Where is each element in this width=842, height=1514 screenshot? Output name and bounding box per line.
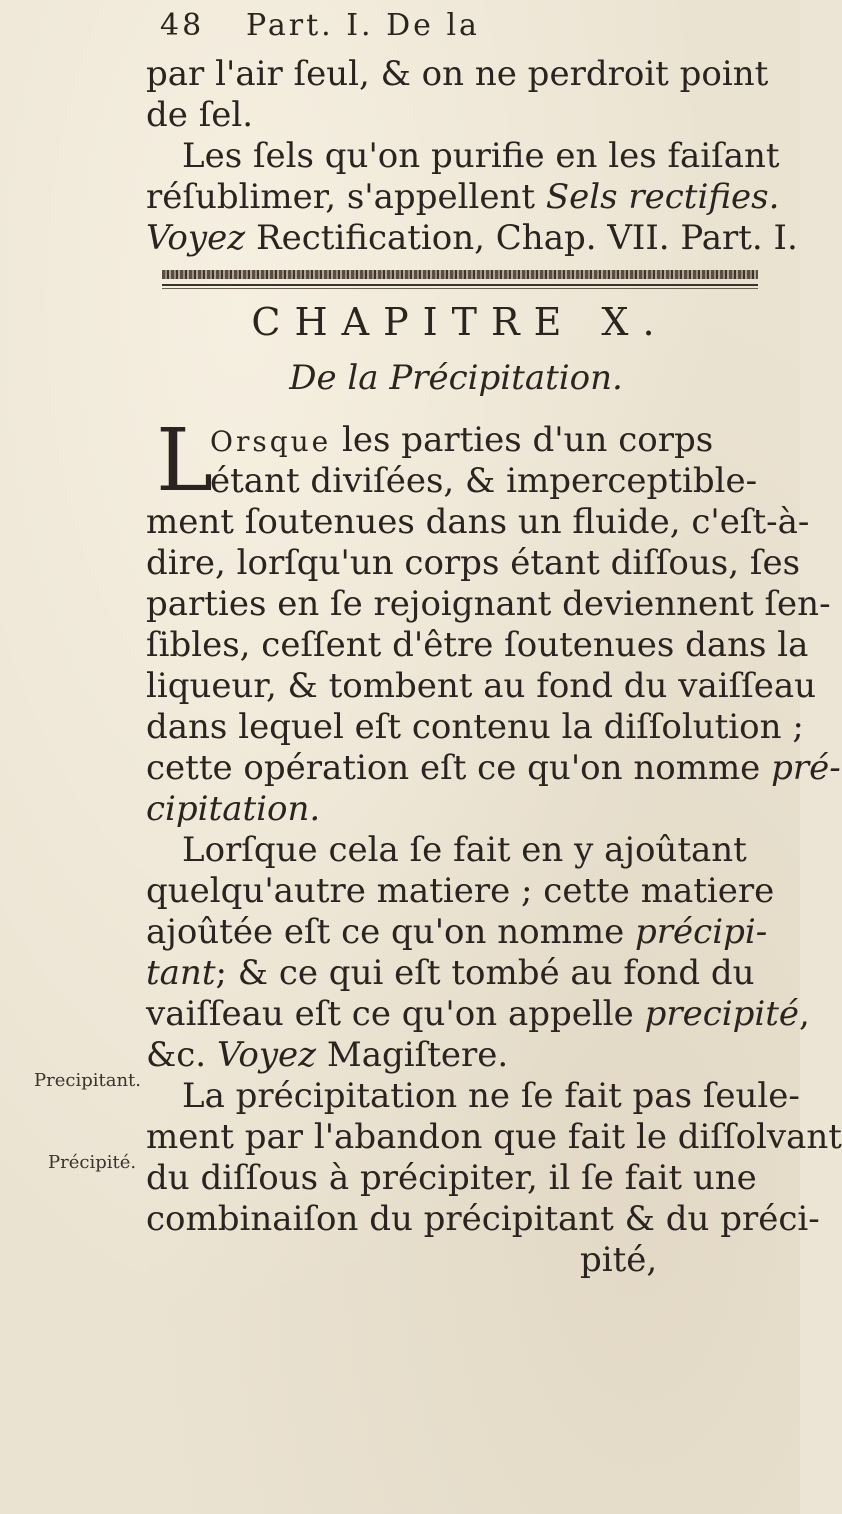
text-line: par l'air ſeul, & on ne perdroit point xyxy=(146,54,769,94)
italic-term: Voyez xyxy=(146,218,246,258)
text-line xyxy=(146,953,766,994)
divider-line xyxy=(162,284,758,286)
text-line: dans lequel eſt contenu la diſſolution ; xyxy=(146,707,804,747)
text-line: Lorſque cela ſe fait en y ajoûtant xyxy=(182,830,747,870)
italic-term: precipité xyxy=(644,994,800,1034)
preceding-text-block xyxy=(146,54,798,259)
margin-note-precipite: Précipité. xyxy=(48,1152,137,1173)
italic-term: précipi- xyxy=(635,912,768,952)
text-line: La précipitation ne ſe fait pas ſeule- xyxy=(182,1076,800,1116)
text-line: ment par l'abandon que fait le diſſolvant xyxy=(146,1117,842,1157)
text-line: dire, lorſqu'un corps étant diſſous, ſes xyxy=(146,543,801,583)
text-line: pité, xyxy=(580,1240,658,1280)
text-line xyxy=(146,177,780,218)
text-line: étant diviſées, & imperceptible- xyxy=(210,461,758,501)
text-line xyxy=(146,1035,766,1076)
text-line: cipitation. xyxy=(146,789,321,829)
margin-note-precipitant: Precipitant. xyxy=(34,1070,141,1091)
chapter-title: CHAPITRE X. xyxy=(251,300,669,344)
drop-cap: L xyxy=(156,411,214,511)
text-line: du diſſous à précipiter, il ſe fait une xyxy=(146,1158,757,1198)
text-line: Les ſels qu'on purifie en les faiſant xyxy=(182,136,780,176)
text-line xyxy=(146,994,810,1035)
small-caps-word: Orsque xyxy=(210,425,332,458)
italic-term: tant xyxy=(146,953,216,993)
text-line: de ſel. xyxy=(146,95,254,135)
decorative-rule xyxy=(162,270,758,294)
running-header xyxy=(160,8,480,43)
text-fragment: les parties d'un corps xyxy=(331,420,714,460)
italic-term: pré- xyxy=(771,748,841,788)
italic-term: Sels rectifies. xyxy=(545,177,780,217)
text-fragment: réſublimer, s'appellent xyxy=(146,177,536,217)
ornament-band xyxy=(162,270,758,279)
text-fragment: &c. xyxy=(146,1035,207,1075)
paragraph-1 xyxy=(146,502,842,1281)
text-line xyxy=(146,748,841,789)
text-fragment: , xyxy=(799,994,810,1034)
text-line xyxy=(146,912,766,953)
text-fragment: ; & ce qui eſt tombé au fond du xyxy=(215,953,755,993)
text-line: parties en ſe rejoignant deviennent ſen- xyxy=(146,584,831,624)
text-fragment: Rectification, Chap. VII. Part. I. xyxy=(255,218,798,258)
text-fragment: Magiſtere. xyxy=(326,1035,509,1075)
paragraph-1-opening xyxy=(146,411,766,511)
text-fragment: ajoûtée eſt ce qu'on nomme xyxy=(146,912,625,952)
page-number: 48 xyxy=(160,8,205,43)
running-title: Part. I. De la xyxy=(246,8,480,43)
italic-term: Voyez xyxy=(216,1035,317,1075)
text-line: quelqu'autre matiere ; cette matiere xyxy=(146,871,775,911)
text-fragment: vaiſſeau eſt ce qu'on appelle xyxy=(146,994,634,1034)
text-line xyxy=(146,218,798,259)
divider-line xyxy=(162,288,758,289)
text-line: combinaiſon du précipitant & du préci- xyxy=(146,1199,820,1239)
text-line: ſibles, ceſſent d'être ſoutenues dans la xyxy=(146,625,809,665)
chapter-subtitle: De la Précipitation. xyxy=(289,358,623,398)
text-line: liqueur, & tombent au fond du vaiſſeau xyxy=(146,666,817,706)
text-line xyxy=(146,420,766,461)
text-line: ment ſoutenues dans un fluide, c'eſt-à- xyxy=(146,502,810,542)
text-fragment: cette opération eſt ce qu'on nomme xyxy=(146,748,761,788)
